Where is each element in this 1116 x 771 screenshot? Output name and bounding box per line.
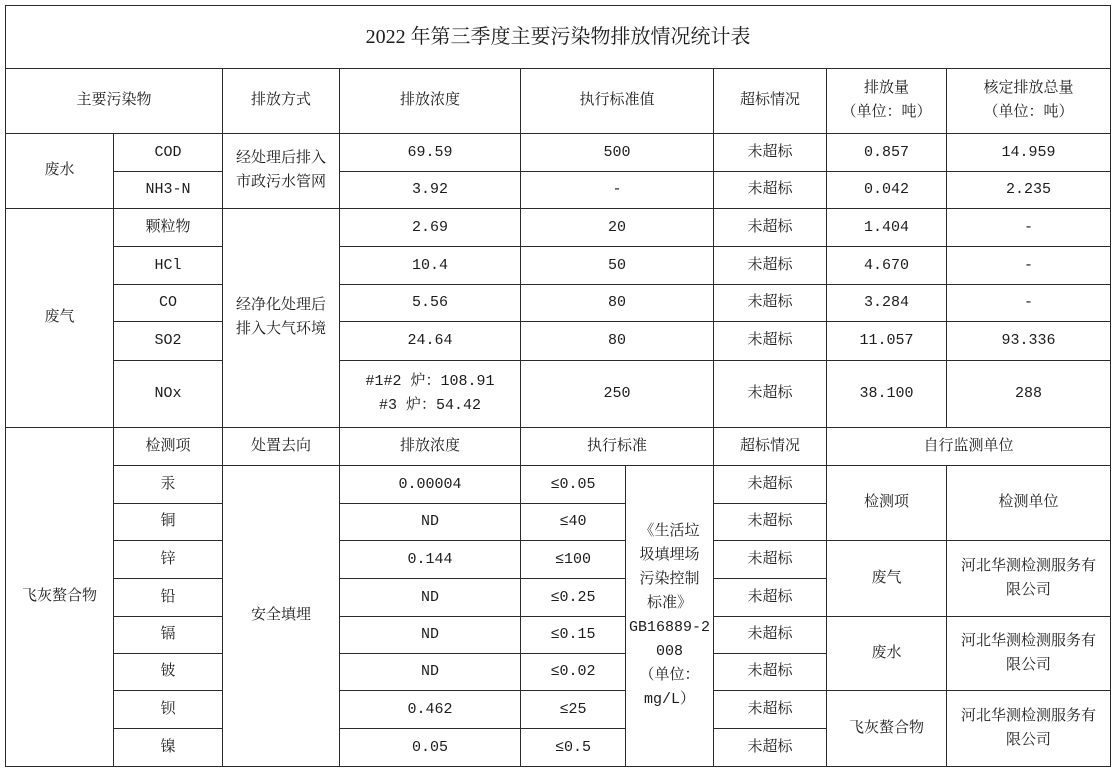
approved-total: - bbox=[947, 209, 1111, 247]
category-wastewater: 废水 bbox=[6, 134, 114, 209]
limit-value: ≤0.25 bbox=[521, 579, 626, 617]
header-quota-label: 核定排放总量 bbox=[983, 80, 1074, 97]
concentration-value: 0.00004 bbox=[340, 466, 521, 504]
concentration-value: 2.69 bbox=[340, 209, 521, 247]
standard-document-line: 圾填埋场 bbox=[639, 547, 700, 564]
standard-document-line: 污染控制 bbox=[639, 571, 700, 588]
header-method: 排放方式 bbox=[223, 69, 340, 134]
table-row bbox=[6, 247, 1111, 285]
concentration-value: 0.05 bbox=[340, 729, 521, 767]
monitoring-unit bbox=[947, 691, 1111, 767]
exceed-status: 未超标 bbox=[714, 466, 827, 504]
exceed-status: 未超标 bbox=[714, 322, 827, 361]
monitoring-unit-line: 限公司 bbox=[1006, 656, 1052, 674]
monitoring-item: 废气 bbox=[827, 541, 947, 617]
header-self-monitoring: 自行监测单位 bbox=[827, 428, 1111, 466]
concentration-value bbox=[340, 361, 521, 428]
concentration-value: 24.64 bbox=[340, 322, 521, 361]
limit-value: ≤0.05 bbox=[521, 466, 626, 504]
standard-document-line: GB16889-2 bbox=[628, 619, 710, 636]
header-concentration: 排放浓度 bbox=[340, 69, 521, 134]
concentration-value: 3.92 bbox=[340, 172, 521, 209]
test-item: 铍 bbox=[114, 654, 223, 691]
table-row bbox=[6, 617, 1111, 654]
standard-value: 80 bbox=[521, 322, 714, 361]
monitoring-unit-line: 河北华测检测服务有 bbox=[961, 632, 1097, 650]
table-row bbox=[6, 361, 1111, 428]
exceed-status: 未超标 bbox=[714, 504, 827, 541]
pollutant-name: COD bbox=[114, 134, 223, 172]
header-test-item: 检测项 bbox=[114, 428, 223, 466]
limit-value: ≤0.5 bbox=[521, 729, 626, 767]
test-item: 锌 bbox=[114, 541, 223, 579]
header-amount bbox=[827, 69, 947, 134]
standard-document-line: 《生活垃 bbox=[639, 523, 700, 540]
standard-document bbox=[626, 466, 714, 767]
monitoring-unit-line: 河北华测检测服务有 bbox=[961, 557, 1097, 575]
header-pollutant: 主要污染物 bbox=[6, 69, 223, 134]
exceed-status: 未超标 bbox=[714, 579, 827, 617]
approved-total: 2.235 bbox=[947, 172, 1111, 209]
header-fly-ash-exceed: 超标情况 bbox=[714, 428, 827, 466]
emission-statistics-table bbox=[5, 5, 1111, 767]
exceed-status: 未超标 bbox=[714, 729, 827, 767]
monitoring-header-item: 检测项 bbox=[827, 466, 947, 541]
monitoring-unit bbox=[947, 541, 1111, 617]
discharge-method-wastewater bbox=[223, 134, 340, 209]
limit-value: ≤40 bbox=[521, 504, 626, 541]
pollutant-name: SO2 bbox=[114, 322, 223, 361]
header-quota-unit: （单位：吨） bbox=[983, 104, 1074, 121]
table-row bbox=[6, 691, 1111, 729]
concentration-value: ND bbox=[340, 654, 521, 691]
emission-amount: 0.042 bbox=[827, 172, 947, 209]
pollutant-name: CO bbox=[114, 285, 223, 322]
concentration-furnace-1-2: #1#2 炉：108.91 bbox=[365, 373, 495, 390]
header-quota bbox=[947, 69, 1111, 134]
standard-value: 80 bbox=[521, 285, 714, 322]
discharge-method-line: 经处理后排入 bbox=[235, 150, 326, 167]
test-item: 镍 bbox=[114, 729, 223, 767]
emission-amount: 4.670 bbox=[827, 247, 947, 285]
standard-value: 20 bbox=[521, 209, 714, 247]
exceed-status: 未超标 bbox=[714, 541, 827, 579]
limit-value: ≤25 bbox=[521, 691, 626, 729]
header-amount-label: 排放量 bbox=[863, 80, 909, 97]
monitoring-item: 废水 bbox=[827, 617, 947, 691]
table-row bbox=[6, 466, 1111, 504]
title-row bbox=[6, 6, 1111, 69]
header-exceed: 超标情况 bbox=[714, 69, 827, 134]
concentration-value: 0.462 bbox=[340, 691, 521, 729]
exceed-status: 未超标 bbox=[714, 654, 827, 691]
concentration-value: ND bbox=[340, 579, 521, 617]
standard-document-line: 008 bbox=[655, 643, 683, 660]
table-row bbox=[6, 209, 1111, 247]
emission-amount: 38.100 bbox=[827, 361, 947, 428]
emission-header-row bbox=[6, 69, 1111, 134]
exceed-status: 未超标 bbox=[714, 134, 827, 172]
discharge-method-waste-gas bbox=[223, 209, 340, 428]
emission-amount: 1.404 bbox=[827, 209, 947, 247]
approved-total: 288 bbox=[947, 361, 1111, 428]
pollutant-name: NOx bbox=[114, 361, 223, 428]
concentration-value: 69.59 bbox=[340, 134, 521, 172]
pollutant-name: NH3-N bbox=[114, 172, 223, 209]
table-row bbox=[6, 322, 1111, 361]
concentration-value: ND bbox=[340, 504, 521, 541]
emission-amount: 3.284 bbox=[827, 285, 947, 322]
table-row bbox=[6, 172, 1111, 209]
limit-value: ≤0.15 bbox=[521, 617, 626, 654]
concentration-value: 0.144 bbox=[340, 541, 521, 579]
table-title: 2022 年第三季度主要污染物排放情况统计表 bbox=[6, 6, 1111, 69]
standard-value: 50 bbox=[521, 247, 714, 285]
monitoring-header-unit: 检测单位 bbox=[947, 466, 1111, 541]
category-fly-ash: 飞灰螯合物 bbox=[6, 428, 114, 767]
limit-value: ≤0.02 bbox=[521, 654, 626, 691]
concentration-furnace-3: #3 炉：54.42 bbox=[378, 397, 481, 414]
monitoring-unit bbox=[947, 617, 1111, 691]
exceed-status: 未超标 bbox=[714, 247, 827, 285]
test-item: 钡 bbox=[114, 691, 223, 729]
pollutant-name: 颗粒物 bbox=[114, 209, 223, 247]
exceed-status: 未超标 bbox=[714, 691, 827, 729]
category-waste-gas: 废气 bbox=[6, 209, 114, 428]
standard-document-line: mg/L） bbox=[643, 691, 695, 708]
approved-total: 93.336 bbox=[947, 322, 1111, 361]
approved-total: - bbox=[947, 247, 1111, 285]
header-disposal: 处置去向 bbox=[223, 428, 340, 466]
standard-value: 500 bbox=[521, 134, 714, 172]
monitoring-unit-line: 限公司 bbox=[1006, 581, 1052, 599]
standard-document-line: （单位： bbox=[639, 667, 700, 684]
exceed-status: 未超标 bbox=[714, 172, 827, 209]
header-fly-ash-concentration: 排放浓度 bbox=[340, 428, 521, 466]
standard-document-line: 标准》 bbox=[646, 595, 692, 612]
concentration-value: ND bbox=[340, 617, 521, 654]
header-fly-ash-standard: 执行标准 bbox=[521, 428, 714, 466]
test-item: 镉 bbox=[114, 617, 223, 654]
test-item: 铜 bbox=[114, 504, 223, 541]
discharge-method-line: 经净化处理后 bbox=[235, 297, 326, 314]
exceed-status: 未超标 bbox=[714, 285, 827, 322]
fly-ash-header-row bbox=[6, 428, 1111, 466]
table-row bbox=[6, 285, 1111, 322]
disposal-method: 安全填埋 bbox=[223, 466, 340, 767]
discharge-method-line: 市政污水管网 bbox=[235, 174, 326, 191]
discharge-method-line: 排入大气环境 bbox=[235, 321, 326, 338]
emission-amount: 0.857 bbox=[827, 134, 947, 172]
exceed-status: 未超标 bbox=[714, 617, 827, 654]
approved-total: 14.959 bbox=[947, 134, 1111, 172]
monitoring-item: 飞灰螯合物 bbox=[827, 691, 947, 767]
exceed-status: 未超标 bbox=[714, 209, 827, 247]
standard-value: 250 bbox=[521, 361, 714, 428]
header-amount-unit: （单位：吨） bbox=[841, 104, 932, 121]
table-row bbox=[6, 134, 1111, 172]
concentration-value: 10.4 bbox=[340, 247, 521, 285]
pollutant-name: HCl bbox=[114, 247, 223, 285]
test-item: 汞 bbox=[114, 466, 223, 504]
approved-total: - bbox=[947, 285, 1111, 322]
standard-value: - bbox=[521, 172, 714, 209]
test-item: 铅 bbox=[114, 579, 223, 617]
monitoring-unit-line: 河北华测检测服务有 bbox=[961, 707, 1097, 725]
emission-amount: 11.057 bbox=[827, 322, 947, 361]
exceed-status: 未超标 bbox=[714, 361, 827, 428]
limit-value: ≤100 bbox=[521, 541, 626, 579]
header-standard: 执行标准值 bbox=[521, 69, 714, 134]
table-row bbox=[6, 541, 1111, 579]
monitoring-unit-line: 限公司 bbox=[1006, 731, 1052, 749]
concentration-value: 5.56 bbox=[340, 285, 521, 322]
